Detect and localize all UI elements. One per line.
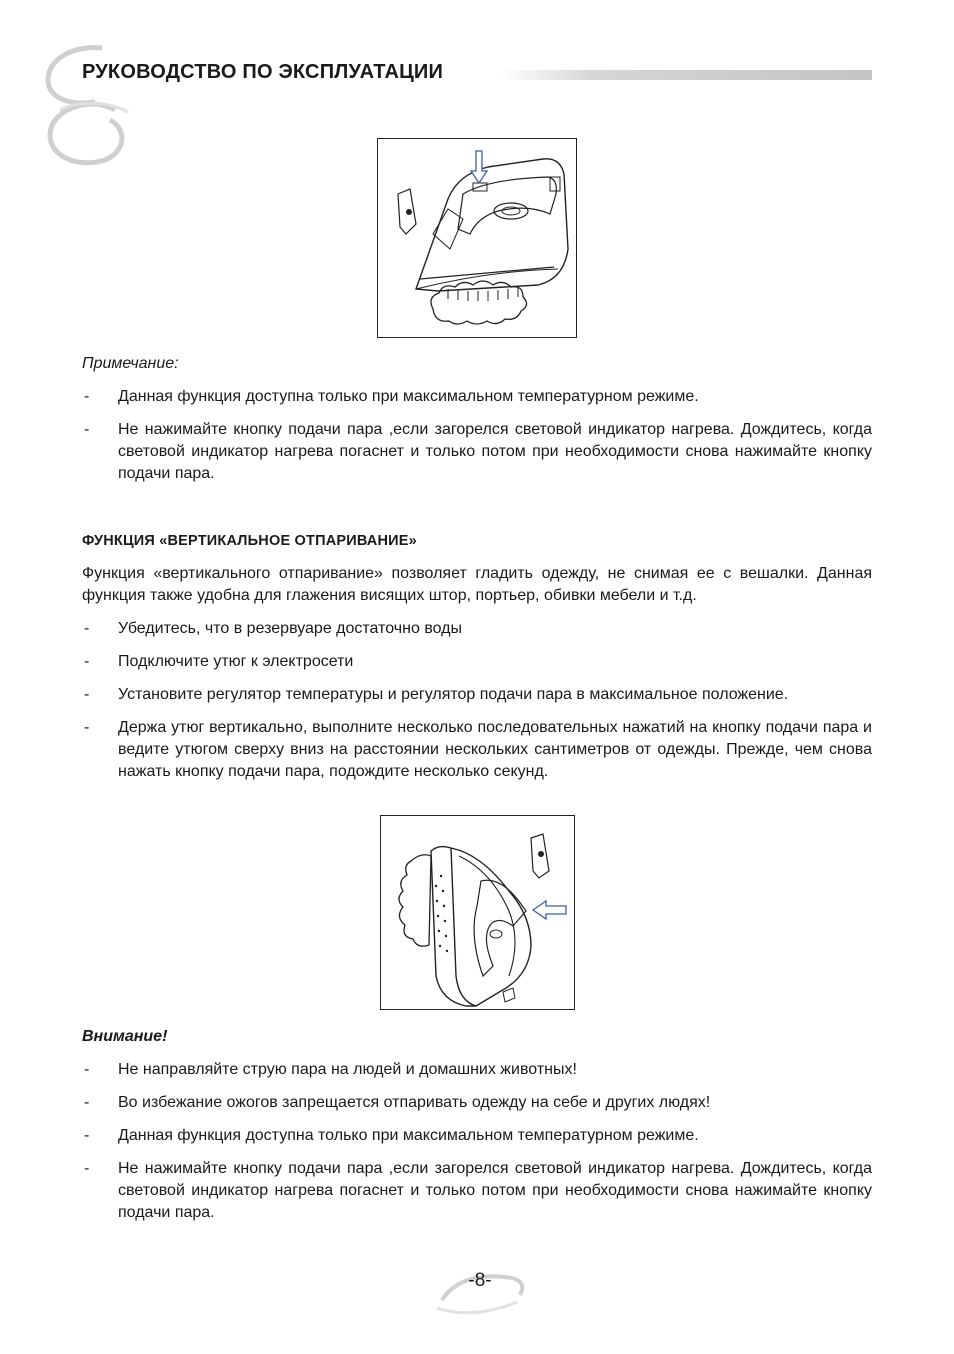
list-item: - Данная функция доступна только при максимальном температурном режиме. [82,386,872,408]
list-item: - Данная функция доступна только при максимальном температурном режиме. [82,1125,872,1147]
list-item: - Не нажимайте кнопку подачи пара ,если загорелся световой индикатор нагрева. Дождитесь, когда световой индикатор нагрева погаснет и только потом при необходимости снова нажимайте кнопку подачи пара. [82,419,872,485]
iron-steam-burst-figure [377,138,577,338]
list-item: - Держа утюг вертикально, выполните несколько последовательных нажатий на кнопку подачи пара и ведите утюгом сверху вниз на расстоянии нескольких сантиметров от одежды. Прежде, чем снова нажать кнопку подачи пара, подождите несколько секунд. [82,717,872,783]
attention-list [82,1059,872,1235]
list-item: - Не направляйте струю пара на людей и домашних животных! [82,1059,872,1081]
note-label: Примечание: [82,355,179,372]
iron-top-view-icon [378,139,576,337]
list-item: - Установите регулятор температуры и регулятор подачи пара в максимальное положение. [82,684,872,706]
steps-list [82,618,872,794]
attention-label: Внимание! [82,1028,168,1045]
page-header-title: РУКОВОДСТВО ПО ЭКСПЛУАТАЦИИ [82,61,444,83]
list-item: - Убедитесь, что в резервуаре достаточно воды [82,618,872,640]
section-intro: Функция «вертикального отпаривание» позволяет гладить одежду, не снимая ее с вешалки. Данная функция также удобна для глажения висящих штор, портьер, обивки мебели и т.д. [82,565,872,604]
list-item: - Подключите утюг к электросети [82,651,872,673]
section-title: ФУНКЦИЯ «ВЕРТИКАЛЬНОЕ ОТПАРИВАНИЕ» [82,533,417,549]
note-list [82,386,872,496]
page-number: -8- [468,1270,492,1291]
list-item: - Во избежание ожогов запрещается отпаривать одежду на себе и других людях! [82,1092,872,1114]
iron-side-view-icon [381,816,574,1009]
header-gradient-bar [500,70,872,80]
list-item: - Не нажимайте кнопку подачи пара ,если загорелся световой индикатор нагрева. Дождитесь, когда световой индикатор нагрева погаснет и только потом при необходимости снова нажимайте кнопку подачи пара. [82,1158,872,1224]
iron-vertical-steam-figure [380,815,575,1010]
